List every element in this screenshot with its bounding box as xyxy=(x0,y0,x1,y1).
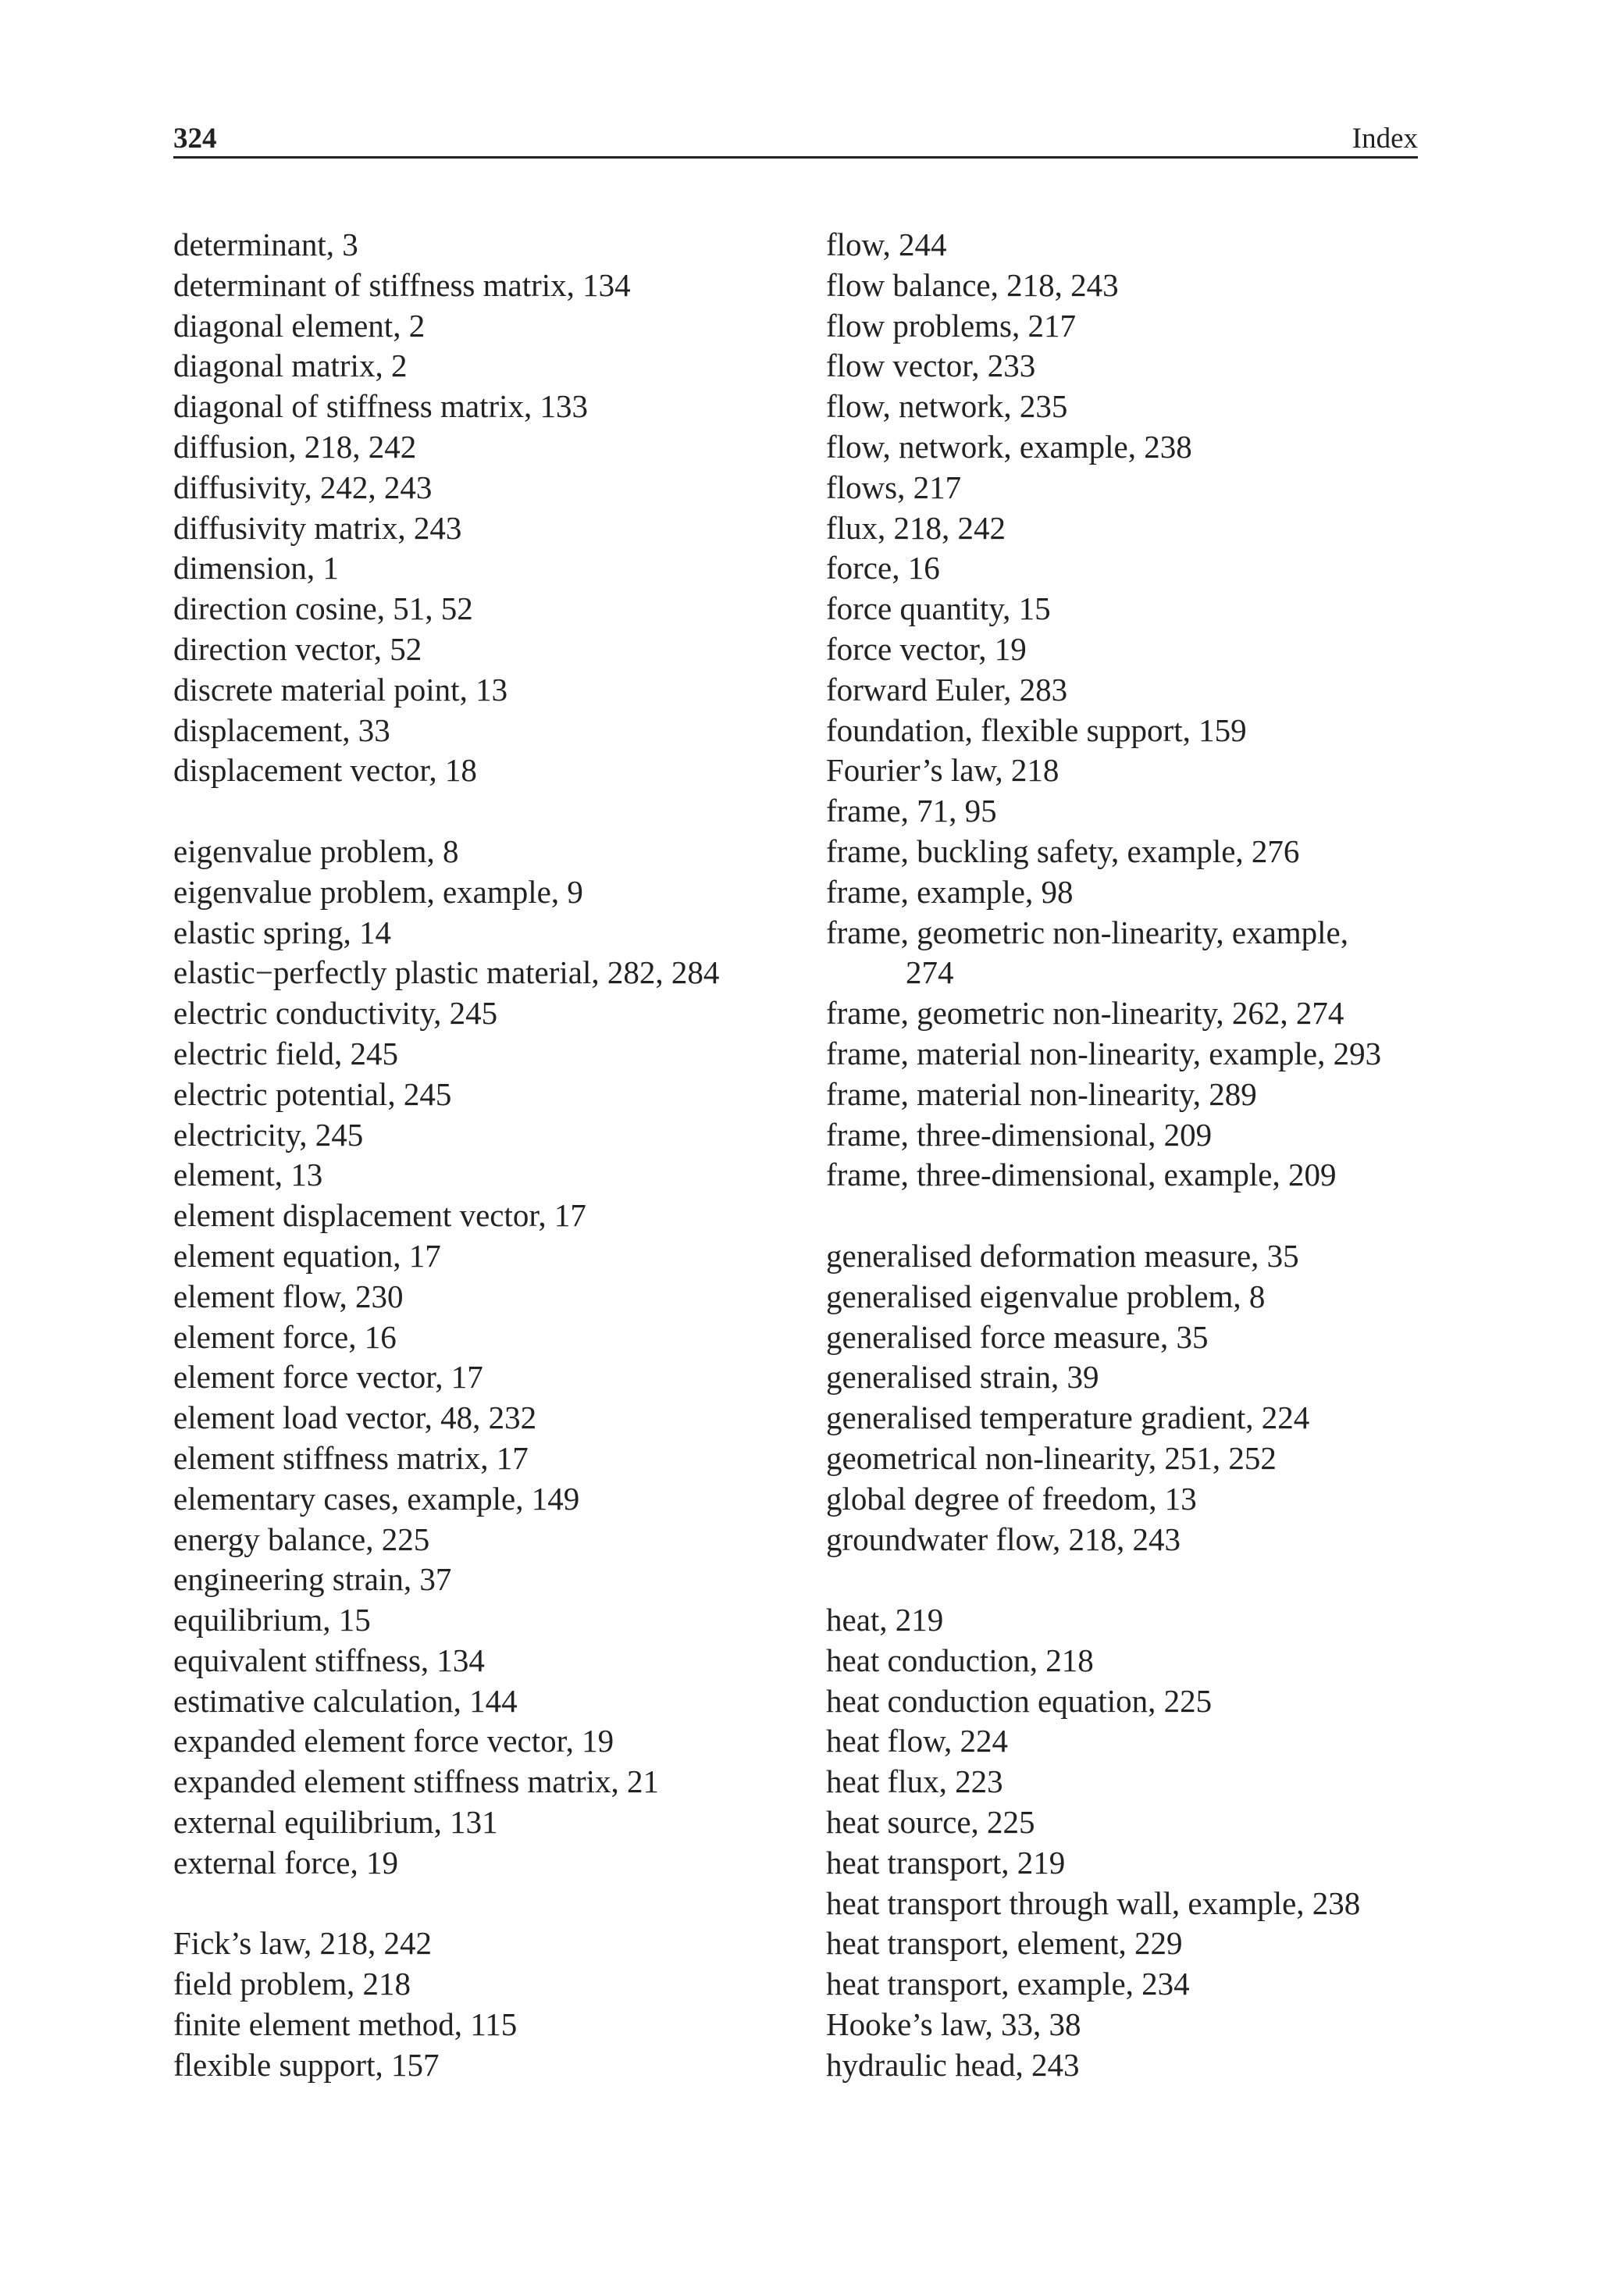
index-entry: energy balance, 225 xyxy=(173,1521,430,1557)
index-entry: generalised force measure, 35 xyxy=(826,1318,1209,1355)
index-entry: heat source, 225 xyxy=(826,1804,1035,1841)
index-entry: field problem, 218 xyxy=(173,1966,411,2002)
index-entry: frame, geometric non-linearity, 262, 274 xyxy=(826,995,1344,1032)
index-entry: flow problems, 217 xyxy=(826,307,1076,344)
index-entry: dimension, 1 xyxy=(173,550,339,586)
index-entry: external force, 19 xyxy=(173,1844,398,1881)
index-entry: electricity, 245 xyxy=(173,1116,364,1153)
index-entry: flow, network, example, 238 xyxy=(826,428,1192,465)
index-entry: element flow, 230 xyxy=(173,1278,404,1314)
index-entry: forward Euler, 283 xyxy=(826,671,1068,708)
index-entry: flexible support, 157 xyxy=(173,2046,440,2083)
index-entry: element stiffness matrix, 17 xyxy=(173,1439,529,1476)
index-entry: frame, 71, 95 xyxy=(826,793,997,829)
index-entry: external equilibrium, 131 xyxy=(173,1804,498,1841)
index-entry: element load vector, 48, 232 xyxy=(173,1399,537,1436)
index-entry: elastic spring, 14 xyxy=(173,914,391,950)
index-entry: global degree of freedom, 13 xyxy=(826,1480,1197,1517)
index-entry: Fick’s law, 218, 242 xyxy=(173,1925,433,1962)
index-entry: heat conduction, 218 xyxy=(826,1642,1094,1678)
index-entry: direction vector, 52 xyxy=(173,630,422,667)
index-entry: force quantity, 15 xyxy=(826,590,1051,627)
index-entry: diagonal matrix, 2 xyxy=(173,348,408,384)
index-entry: element force, 16 xyxy=(173,1318,397,1355)
index-entry: diagonal of stiffness matrix, 133 xyxy=(173,388,589,425)
index-entry: geometrical non-linearity, 251, 252 xyxy=(826,1439,1277,1476)
running-header xyxy=(173,117,1418,159)
index-entry: element equation, 17 xyxy=(173,1237,441,1274)
index-entry: frame, geometric non-linearity, example, xyxy=(826,914,1348,950)
index-entry: Fourier’s law, 218 xyxy=(826,752,1059,789)
index-entry: element, 13 xyxy=(173,1157,323,1193)
section-title: Index xyxy=(1351,123,1418,155)
index-entry: flow, 244 xyxy=(826,226,947,262)
index-entry: electric potential, 245 xyxy=(173,1075,452,1112)
index-column-right xyxy=(826,225,1427,2086)
index-entry: element displacement vector, 17 xyxy=(173,1197,586,1234)
index-entry: frame, three-dimensional, example, 209 xyxy=(826,1157,1337,1193)
index-entry: expanded element force vector, 19 xyxy=(173,1723,614,1759)
index-entry: heat transport through wall, example, 238 xyxy=(826,1884,1361,1921)
index-entry: frame, three-dimensional, 209 xyxy=(826,1116,1213,1153)
index-entry: hydraulic head, 243 xyxy=(826,2046,1080,2083)
index-entry: flows, 217 xyxy=(826,469,962,505)
index-entry: direction cosine, 51, 52 xyxy=(173,590,473,627)
index-entry: force vector, 19 xyxy=(826,630,1027,667)
index-entry: frame, material non-linearity, example, 293 xyxy=(826,1035,1382,1071)
index-entry: generalised strain, 39 xyxy=(826,1359,1099,1396)
index-entry: flow, network, 235 xyxy=(826,388,1068,425)
index-entry: expanded element stiffness matrix, 21 xyxy=(173,1763,660,1800)
index-entry: elementary cases, example, 149 xyxy=(173,1480,580,1517)
index-entry: flow vector, 233 xyxy=(826,348,1036,384)
index-entry: force, 16 xyxy=(826,550,940,586)
index-entry: diagonal element, 2 xyxy=(173,307,426,344)
index-entry: heat, 219 xyxy=(826,1602,944,1638)
index-entry: frame, buckling safety, example, 276 xyxy=(826,832,1300,869)
index-entry: electric field, 245 xyxy=(173,1035,399,1071)
index-entry: determinant of stiffness matrix, 134 xyxy=(173,266,631,303)
index-entry: 274 xyxy=(906,954,954,991)
index-entry: eigenvalue problem, example, 9 xyxy=(173,873,583,910)
index-entry: diffusivity matrix, 243 xyxy=(173,509,462,546)
index-entry: determinant, 3 xyxy=(173,226,358,262)
index-entry: engineering strain, 37 xyxy=(173,1561,452,1598)
index-entry: flow balance, 218, 243 xyxy=(826,266,1119,303)
index-entry: displacement vector, 18 xyxy=(173,752,477,789)
index-entry: element force vector, 17 xyxy=(173,1359,483,1396)
index-entry: equilibrium, 15 xyxy=(173,1602,371,1638)
index-entry: Hooke’s law, 33, 38 xyxy=(826,2006,1081,2043)
index-entry: discrete material point, 13 xyxy=(173,671,508,708)
index-entry: generalised deformation measure, 35 xyxy=(826,1237,1299,1274)
index-entry: heat flux, 223 xyxy=(826,1763,1003,1800)
index-entry: heat conduction equation, 225 xyxy=(826,1682,1213,1719)
index-entry: electric conductivity, 245 xyxy=(173,995,498,1032)
index-entry: groundwater flow, 218, 243 xyxy=(826,1521,1181,1557)
index-entry: heat flow, 224 xyxy=(826,1723,1009,1759)
index-entry: foundation, flexible support, 159 xyxy=(826,711,1247,748)
page-number: 324 xyxy=(173,123,217,155)
index-entry: equivalent stiffness, 134 xyxy=(173,1642,485,1678)
index-entry: frame, example, 98 xyxy=(826,873,1074,910)
index-entry: heat transport, example, 234 xyxy=(826,1966,1190,2002)
index-entry: flux, 218, 242 xyxy=(826,509,1006,546)
index-entry: elastic−perfectly plastic material, 282, 284 xyxy=(173,954,720,991)
index-entry: finite element method, 115 xyxy=(173,2006,518,2043)
index-entry: generalised eigenvalue problem, 8 xyxy=(826,1278,1266,1314)
index-column-left xyxy=(173,225,798,2086)
index-entry: heat transport, 219 xyxy=(826,1844,1066,1881)
index-entry: eigenvalue problem, 8 xyxy=(173,832,459,869)
index-entry: heat transport, element, 229 xyxy=(826,1925,1183,1962)
index-entry: diffusion, 218, 242 xyxy=(173,428,417,465)
index-entry: diffusivity, 242, 243 xyxy=(173,469,433,505)
index-entry: frame, material non-linearity, 289 xyxy=(826,1075,1257,1112)
index-entry: generalised temperature gradient, 224 xyxy=(826,1399,1310,1436)
index-entry: estimative calculation, 144 xyxy=(173,1682,518,1719)
index-entry: displacement, 33 xyxy=(173,711,390,748)
